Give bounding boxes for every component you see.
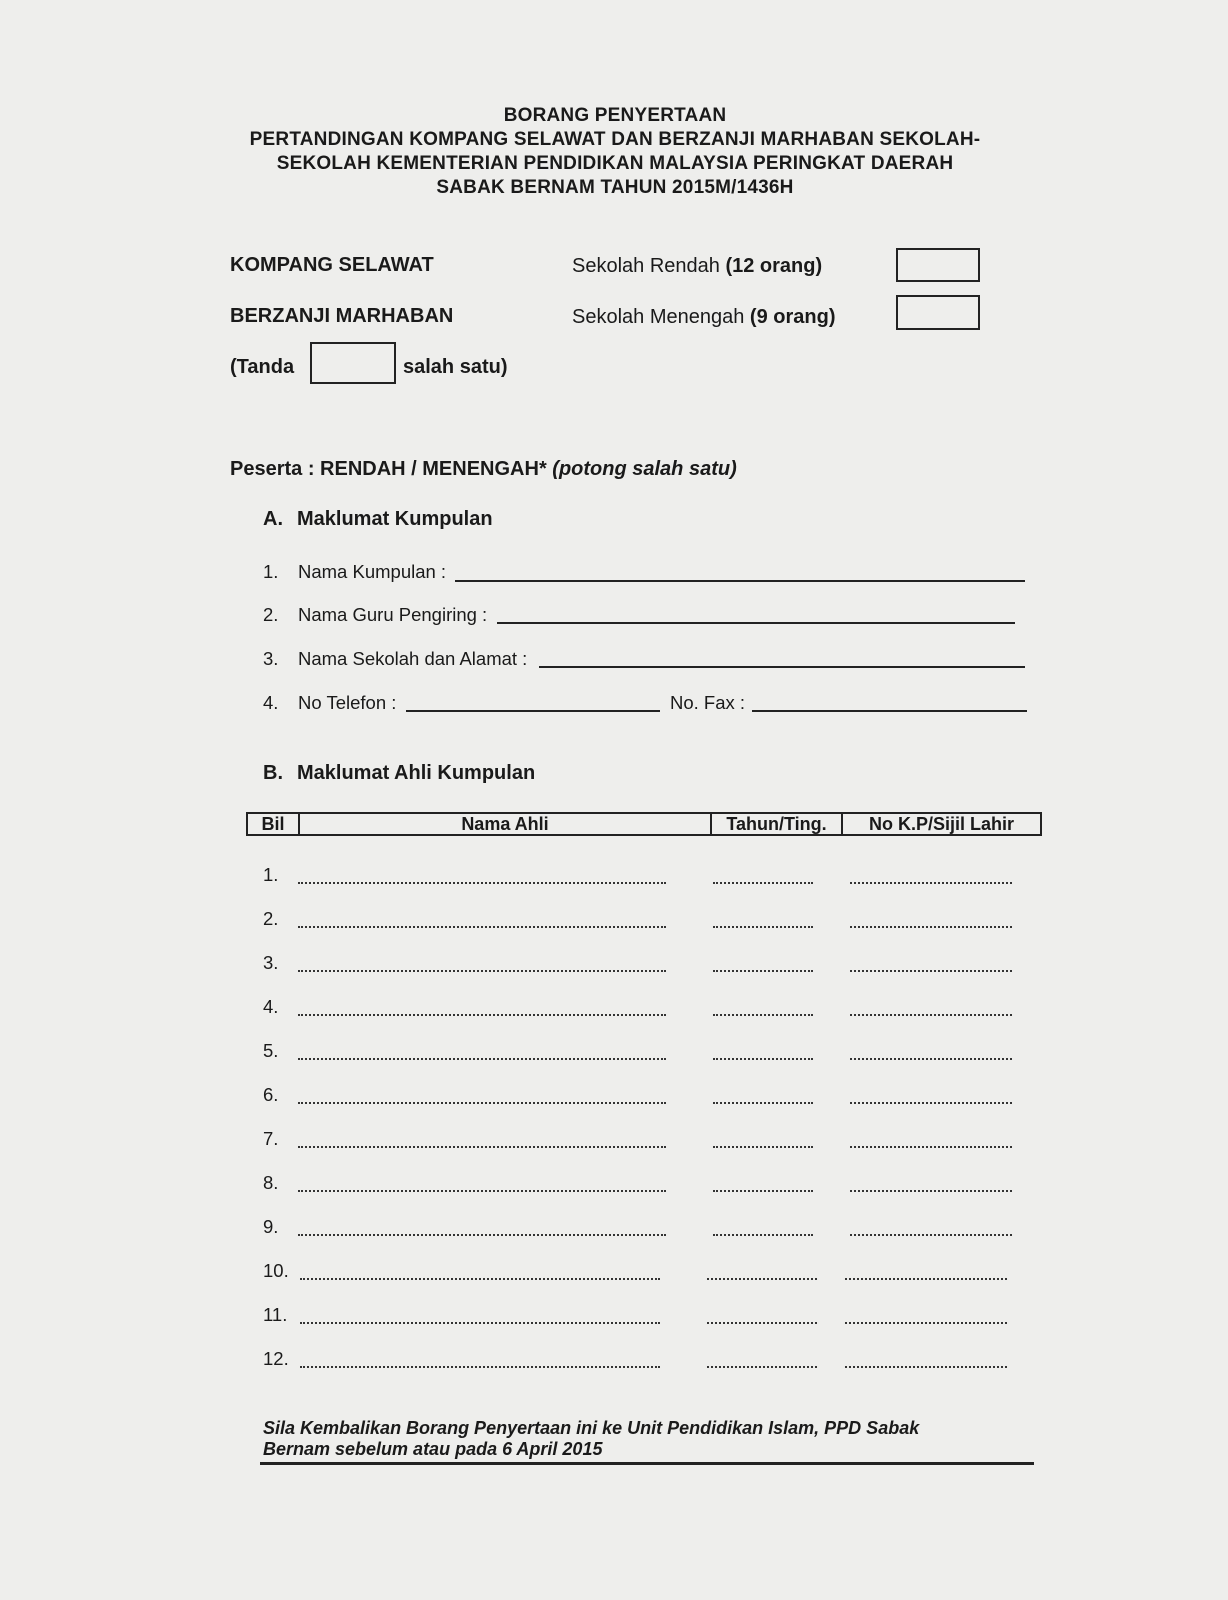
no-kp-field[interactable] (850, 1190, 1012, 1192)
sample-tick-box (310, 342, 396, 384)
table-row (0, 1172, 1228, 1202)
return-instruction-line-2: Bernam sebelum atau pada 6 April 2015 (263, 1439, 603, 1459)
section-b-title: Maklumat Ahli Kumpulan (297, 762, 536, 784)
field-2-number: 2. (263, 604, 279, 625)
nama-ahli-field[interactable] (298, 1146, 666, 1148)
tanda-open-label: (Tanda (230, 356, 295, 378)
nama-ahli-field[interactable] (300, 1322, 660, 1324)
row-number: 12. (263, 1348, 289, 1369)
nama-ahli-field[interactable] (298, 1234, 666, 1236)
sekolah-menengah-count: (9 orang) (749, 306, 836, 328)
section-a-heading (263, 508, 493, 531)
peserta-text: Peserta : RENDAH / MENENGAH* (230, 458, 553, 480)
sekolah-rendah-option (572, 255, 822, 278)
table-row (0, 864, 1228, 894)
tahun-ting-field[interactable] (713, 1102, 813, 1104)
table-row (0, 996, 1228, 1026)
row-number: 10. (263, 1260, 289, 1281)
header-nama-ahli: Nama Ahli (300, 814, 712, 834)
peserta-line (230, 458, 737, 481)
row-number: 4. (263, 996, 279, 1017)
table-row (0, 1304, 1228, 1334)
field-3-number: 3. (263, 648, 279, 669)
title-line-2: PERTANDINGAN KOMPANG SELAWAT DAN BERZANJI MARHABAN SEKOLAH- (249, 129, 981, 150)
table-row (0, 908, 1228, 938)
tahun-ting-field[interactable] (713, 882, 813, 884)
tahun-ting-field[interactable] (707, 1322, 817, 1324)
no-kp-field[interactable] (845, 1322, 1007, 1324)
header-tahun-ting: Tahun/Ting. (712, 814, 843, 834)
table-row (0, 1348, 1228, 1378)
section-a-letter: A. (263, 508, 283, 530)
nama-guru-pengiring-label: Nama Guru Pengiring : (298, 604, 488, 625)
row-number: 5. (263, 1040, 279, 1061)
peserta-note: (potong salah satu) (552, 458, 737, 480)
tahun-ting-field[interactable] (713, 1014, 813, 1016)
tahun-ting-field[interactable] (707, 1278, 817, 1280)
no-fax-label: No. Fax : (670, 692, 746, 713)
nama-ahli-field[interactable] (298, 970, 666, 972)
no-fax-field[interactable] (752, 710, 1027, 712)
nama-ahli-field[interactable] (298, 1014, 666, 1016)
row-number: 2. (263, 908, 279, 929)
footer-rule (260, 1462, 1034, 1465)
row-number: 8. (263, 1172, 279, 1193)
nama-ahli-field[interactable] (300, 1366, 660, 1368)
kompang-selawat-label: KOMPANG SELAWAT (230, 254, 434, 276)
row-number: 7. (263, 1128, 279, 1149)
section-b-letter: B. (263, 762, 283, 784)
no-kp-field[interactable] (850, 1234, 1012, 1236)
nama-sekolah-alamat-label: Nama Sekolah dan Alamat : (298, 648, 528, 669)
no-kp-field[interactable] (845, 1278, 1007, 1280)
table-row (0, 952, 1228, 982)
no-kp-field[interactable] (850, 926, 1012, 928)
header-bil: Bil (248, 814, 300, 834)
table-row (0, 1128, 1228, 1158)
sekolah-rendah-count: (12 orang) (725, 255, 823, 277)
no-kp-field[interactable] (850, 882, 1012, 884)
field-1-number: 1. (263, 561, 279, 582)
tahun-ting-field[interactable] (713, 970, 813, 972)
no-kp-field[interactable] (850, 970, 1012, 972)
title-line-1: BORANG PENYERTAAN (503, 105, 727, 126)
no-kp-field[interactable] (850, 1058, 1012, 1060)
row-number: 11. (263, 1304, 288, 1325)
nama-guru-pengiring-field[interactable] (497, 622, 1015, 624)
member-table-header (246, 812, 1042, 836)
nama-kumpulan-label: Nama Kumpulan : (298, 561, 447, 582)
nama-sekolah-alamat-field[interactable] (539, 666, 1025, 668)
sekolah-menengah-label: Sekolah Menengah (572, 306, 750, 328)
field-4-number: 4. (263, 692, 279, 713)
tahun-ting-field[interactable] (713, 1234, 813, 1236)
tahun-ting-field[interactable] (713, 1058, 813, 1060)
nama-ahli-field[interactable] (298, 926, 666, 928)
no-kp-field[interactable] (850, 1014, 1012, 1016)
section-b-heading (263, 762, 535, 785)
table-row (0, 1216, 1228, 1246)
nama-ahli-field[interactable] (300, 1278, 660, 1280)
nama-ahli-field[interactable] (298, 1058, 666, 1060)
row-number: 1. (263, 864, 279, 885)
row-number: 3. (263, 952, 279, 973)
sekolah-rendah-label: Sekolah Rendah (572, 255, 726, 277)
no-kp-field[interactable] (850, 1102, 1012, 1104)
no-telefon-field[interactable] (406, 710, 660, 712)
sekolah-rendah-checkbox[interactable] (896, 248, 980, 282)
form-title (150, 104, 1080, 200)
row-number: 9. (263, 1216, 279, 1237)
nama-ahli-field[interactable] (298, 1102, 666, 1104)
tahun-ting-field[interactable] (713, 926, 813, 928)
tanda-close-label: salah satu) (403, 356, 508, 378)
no-kp-field[interactable] (850, 1146, 1012, 1148)
table-row (0, 1040, 1228, 1070)
header-no-kp: No K.P/Sijil Lahir (868, 814, 1015, 834)
tahun-ting-field[interactable] (707, 1366, 817, 1368)
sekolah-menengah-checkbox[interactable] (896, 295, 980, 330)
berzanji-marhaban-label: BERZANJI MARHABAN (230, 305, 454, 327)
table-row (0, 1084, 1228, 1114)
nama-ahli-field[interactable] (298, 882, 666, 884)
title-line-3: SEKOLAH KEMENTERIAN PENDIDIKAN MALAYSIA PERINGKAT DAERAH (276, 153, 954, 174)
tahun-ting-field[interactable] (713, 1190, 813, 1192)
return-instruction-line-1: Sila Kembalikan Borang Penyertaan ini ke Unit Pendidikan Islam, PPD Sabak (263, 1418, 920, 1438)
no-kp-field[interactable] (845, 1366, 1007, 1368)
tahun-ting-field[interactable] (713, 1146, 813, 1148)
section-a-title: Maklumat Kumpulan (297, 508, 493, 530)
title-line-4: SABAK BERNAM TAHUN 2015M/1436H (436, 177, 794, 198)
sekolah-menengah-option (572, 306, 835, 329)
row-number: 6. (263, 1084, 279, 1105)
return-instruction (263, 1418, 919, 1460)
table-row (0, 1260, 1228, 1290)
no-telefon-label: No Telefon : (298, 692, 397, 713)
nama-ahli-field[interactable] (298, 1190, 666, 1192)
nama-kumpulan-field[interactable] (455, 580, 1025, 582)
